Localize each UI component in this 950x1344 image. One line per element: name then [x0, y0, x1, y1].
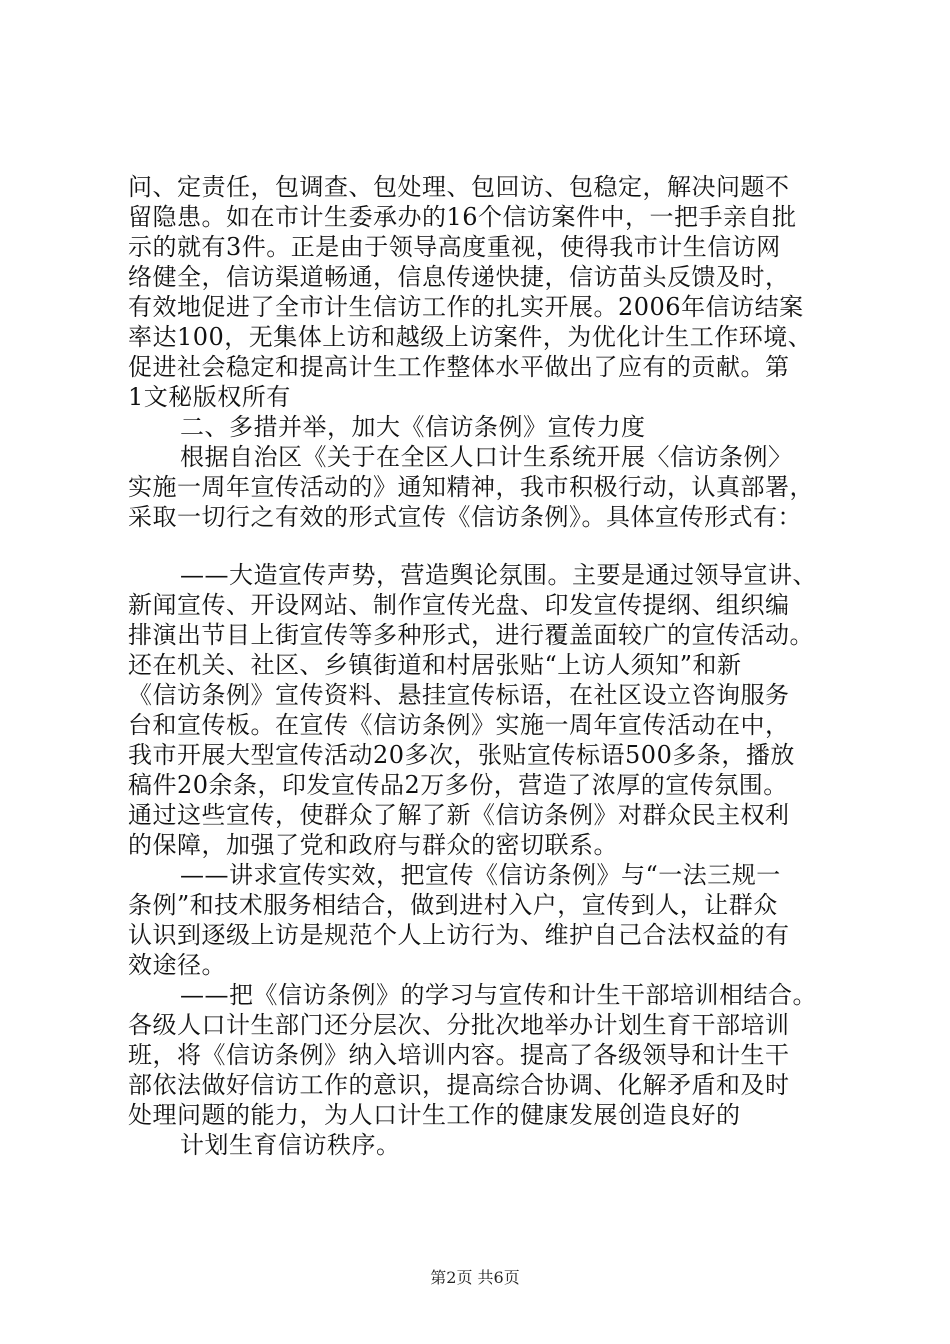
body-line: 根据自治区《关于在全区人口计生系统开展〈信访条例〉 [180, 443, 793, 471]
body-line: 问、定责任，包调查、包处理、包回访、包稳定，解决问题不 [128, 173, 790, 201]
body-line: ——把《信访条例》的学习与宣传和计生干部培训相结合。 [180, 981, 817, 1009]
section-heading: 二、多措并举，加大《信访条例》宣传力度 [180, 413, 646, 441]
body-line: 台和宣传板。在宣传《信访条例》实施一周年宣传活动在中， [128, 711, 790, 739]
body-line: 条例”和技术服务相结合，做到进村入户，宣传到人，让群众 [128, 891, 778, 919]
body-line: 排演出节目上街宣传等多种形式，进行覆盖面较广的宣传活动。 [128, 621, 814, 649]
body-line: 还在机关、社区、乡镇街道和村居张贴“上访人须知”和新 [128, 651, 742, 679]
body-line: 各级人口计生部门还分层次、分批次地举办计划生育干部培训 [128, 1011, 790, 1039]
body-line: 《信访条例》宣传资料、悬挂宣传标语，在社区设立咨询服务 [128, 681, 790, 709]
body-line: 实施一周年宣传活动的》通知精神，我市积极行动，认真部署， [128, 473, 814, 501]
body-line: 示的就有3件。正是由于领导高度重视，使得我市计生信访网 [128, 233, 781, 261]
body-line: ——大造宣传声势，营造舆论氛围。主要是通过领导宣讲、 [180, 561, 817, 589]
body-line: 稿件20余条，印发宣传品2万多份，营造了浓厚的宣传氛围。 [128, 771, 788, 799]
body-line: 我市开展大型宣传活动20多次，张贴宣传标语500多条，播放 [128, 741, 795, 769]
body-line: 络健全，信访渠道畅通，信息传递快捷，信访苗头反馈及时， [128, 263, 790, 291]
body-line: 处理问题的能力，为人口计生工作的健康发展创造良好的 [128, 1101, 741, 1129]
body-line: 通过这些宣传，使群众了解了新《信访条例》对群众民主权利 [128, 801, 790, 829]
body-line: 留隐患。如在市计生委承办的16个信访案件中，一把手亲自批 [128, 203, 797, 231]
body-line: ——讲求宣传实效，把宣传《信访条例》与“一法三规一 [180, 861, 781, 889]
body-line: 部依法做好信访工作的意识，提高综合协调、化解矛盾和及时 [128, 1071, 790, 1099]
body-line: 效途径。 [128, 951, 226, 979]
blank-line [128, 532, 852, 560]
body-line: 班，将《信访条例》纳入培训内容。提高了各级领导和计生干 [128, 1041, 790, 1069]
body-line: 率达100，无集体上访和越级上访案件，为优化计生工作环境、 [128, 323, 813, 351]
document-body [128, 172, 852, 1160]
body-line: 新闻宣传、开设网站、制作宣传光盘、印发宣传提纲、组织编 [128, 591, 790, 619]
page-number-footer: 第2页 共6页 [430, 1268, 520, 1287]
body-line: 计划生育信访秩序。 [180, 1131, 401, 1159]
body-line: 采取一切行之有效的形式宣传《信访条例》。具体宣传形式有： [128, 503, 802, 531]
body-line: 1文秘版权所有 [128, 383, 291, 411]
body-line: 促进社会稳定和提高计生工作整体水平做出了应有的贡献。第 [128, 353, 790, 381]
body-line: 有效地促进了全市计生信访工作的扎实开展。2006年信访结案 [128, 293, 804, 321]
body-line: 的保障，加强了党和政府与群众的密切联系。 [128, 831, 618, 859]
body-line: 认识到逐级上访是规范个人上访行为、维护自己合法权益的有 [128, 921, 790, 949]
